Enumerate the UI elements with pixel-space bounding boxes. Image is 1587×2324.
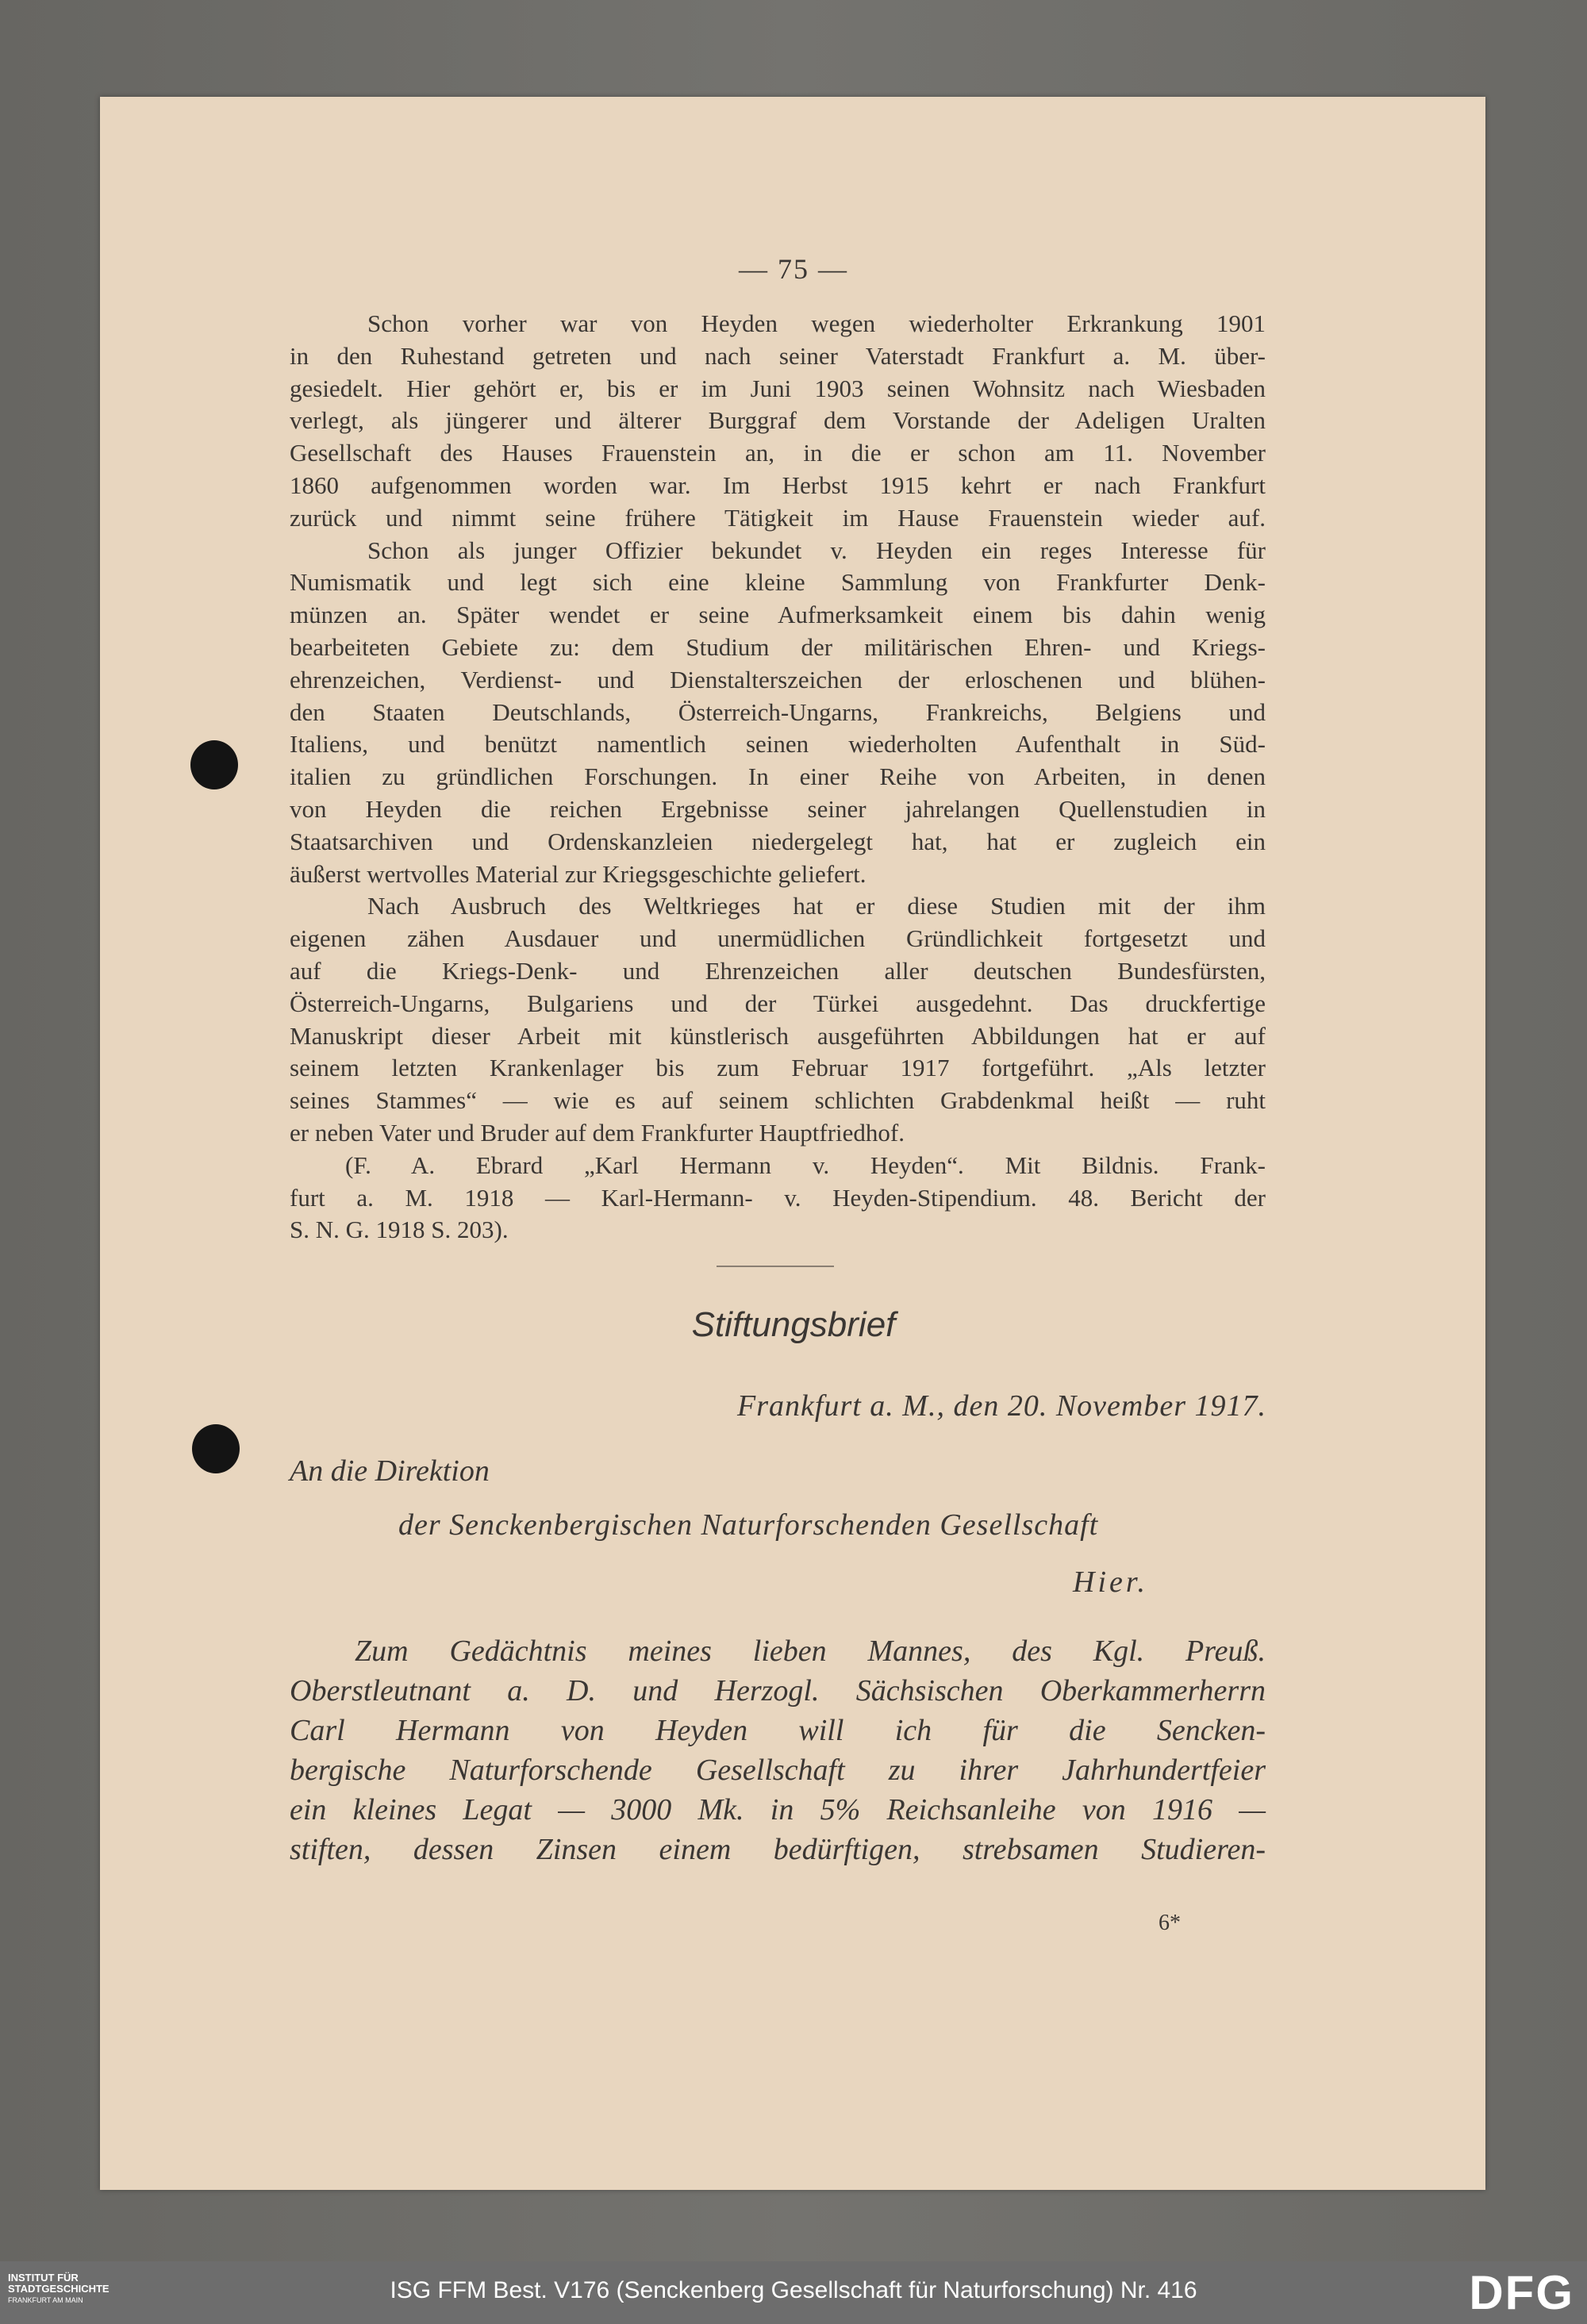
text-line: Manuskript dieser Arbeit mit künstlerisch ausgeführten Abbildungen hat er auf xyxy=(290,1021,1266,1050)
text-line: 1860 aufgenommen worden war. Im Herbst 1915 kehrt er nach Frankfurt xyxy=(290,471,1266,499)
text-line: bearbeiteten Gebiete zu: dem Studium der militärischen Ehren- und Kriegs- xyxy=(290,632,1266,661)
citation-line: furt a. M. 1918 — Karl-Hermann- v. Heyden-Stipendium. 48. Bericht der xyxy=(290,1183,1266,1212)
letter-line: bergische Naturforschende Gesellschaft zu ihrer Jahrhundertfeier xyxy=(290,1754,1266,1787)
text-line: gesiedelt. Hier gehört er, bis er im Juni 1903 seinen Wohnsitz nach Wiesbaden xyxy=(290,374,1266,402)
text-line: von Heyden die reichen Ergebnisse seiner jahrelangen Quellenstudien in xyxy=(290,794,1266,823)
text-line: auf die Kriegs-Denk- und Ehrenzeichen aller deutschen Bundesfürsten, xyxy=(290,956,1266,985)
letter-addressee-org: der Senckenbergischen Naturforschenden Gesellschaft xyxy=(398,1508,1099,1542)
text-line: Numismatik und legt sich eine kleine Sammlung von Frankfurter Denk- xyxy=(290,568,1266,597)
section-divider xyxy=(717,1266,834,1267)
institute-line: STADTGESCHICHTE xyxy=(8,2283,110,2295)
biography-text xyxy=(290,308,1266,1247)
citation-line: S. N. G. 1918 S. 203). xyxy=(290,1216,509,1244)
letter-date: Frankfurt a. M., den 20. November 1917. xyxy=(737,1389,1266,1423)
letter-line: Carl Hermann von Heyden will ich für die Sencken- xyxy=(290,1714,1266,1747)
archive-caption: ISG FFM Best. V176 (Senckenberg Gesellschaft für Naturforschung) Nr. 416 xyxy=(390,2277,1197,2303)
dfg-logo: DFG xyxy=(1469,2266,1574,2319)
text-line: äußerst wertvolles Material zur Kriegsgeschichte geliefert. xyxy=(290,859,867,888)
letter-line: Oberstleutnant a. D. und Herzogl. Sächsischen Oberkammerherrn xyxy=(290,1674,1266,1707)
text-line: in den Ruhestand getreten und nach seiner Vaterstadt Frankfurt a. M. über- xyxy=(290,341,1266,370)
text-line: den Staaten Deutschlands, Österreich-Ungarns, Frankreichs, Belgiens und xyxy=(290,697,1266,726)
letter-addressee: An die Direktion xyxy=(290,1454,490,1488)
letter-body xyxy=(290,1631,1266,1869)
punch-hole-bottom xyxy=(192,1424,240,1473)
text-line: Österreich-Ungarns, Bulgariens und der Türkei ausgedehnt. Das druckfertige xyxy=(290,989,1266,1017)
citation-line: (F. A. Ebrard „Karl Hermann v. Heyden“. Mit Bildnis. Frank- xyxy=(345,1150,1266,1179)
text-line: er neben Vater und Bruder auf dem Frankfurter Hauptfriedhof. xyxy=(290,1118,905,1147)
letter-line: ein kleines Legat — 3000 Mk. in 5% Reichsanleihe von 1916 — xyxy=(290,1793,1266,1827)
text-line: Gesellschaft des Hauses Frauenstein an, in die er schon am 11. November xyxy=(290,439,1266,467)
archive-footer xyxy=(0,2261,1587,2324)
text-line: seines Stammes“ — wie es auf seinem schlichten Grabdenkmal heißt — ruht xyxy=(290,1086,1266,1115)
text-line: Schon vorher war von Heyden wegen wiederholter Erkrankung 1901 xyxy=(367,309,1266,337)
text-line: seinem letzten Krankenlager bis zum Februar 1917 fortgeführt. „Als letzter xyxy=(290,1054,1266,1082)
text-line: Italiens, und benützt namentlich seinen wiederholten Aufenthalt in Süd- xyxy=(290,730,1266,759)
letter-line: Zum Gedächtnis meines lieben Mannes, des Kgl. Preuß. xyxy=(355,1634,1266,1668)
text-line: Nach Ausbruch des Weltkrieges hat er diese Studien mit der ihm xyxy=(367,892,1266,920)
punch-hole-top xyxy=(190,740,238,789)
text-line: italien zu gründlichen Forschungen. In einer Reihe von Arbeiten, in denen xyxy=(290,763,1266,791)
letter-line: stiften, dessen Zinsen einem bedürftigen, strebsamen Studieren- xyxy=(290,1833,1266,1866)
text-line: ehrenzeichen, Verdienst- und Dienstalterszeichen der erloschenen und blühen- xyxy=(290,665,1266,693)
text-line: zurück und nimmt seine frühere Tätigkeit im Hause Frauenstein wieder auf. xyxy=(290,503,1266,532)
signature-mark: 6* xyxy=(1159,1911,1181,1935)
text-line: Schon als junger Offizier bekundet v. Heyden ein reges Interesse für xyxy=(367,536,1266,564)
text-line: münzen an. Später wendet er seine Aufmerksamkeit einem bis dahin wenig xyxy=(290,601,1266,629)
letter-addressee-place: Hier. xyxy=(1073,1565,1148,1599)
section-heading: Stiftungsbrief xyxy=(691,1305,896,1344)
page-number: — 75 — xyxy=(739,253,848,285)
institute-line: FRANKFURT AM MAIN xyxy=(8,2296,83,2304)
text-line: verlegt, als jüngerer und älterer Burggraf dem Vorstande der Adeligen Uralten xyxy=(290,406,1266,435)
text-line: eigenen zähen Ausdauer und unermüdlichen Gründlichkeit fortgesetzt und xyxy=(290,924,1266,953)
institute-line: INSTITUT FÜR xyxy=(8,2272,79,2284)
text-line: Staatsarchiven und Ordenskanzleien niedergelegt hat, hat er zugleich ein xyxy=(290,827,1266,855)
